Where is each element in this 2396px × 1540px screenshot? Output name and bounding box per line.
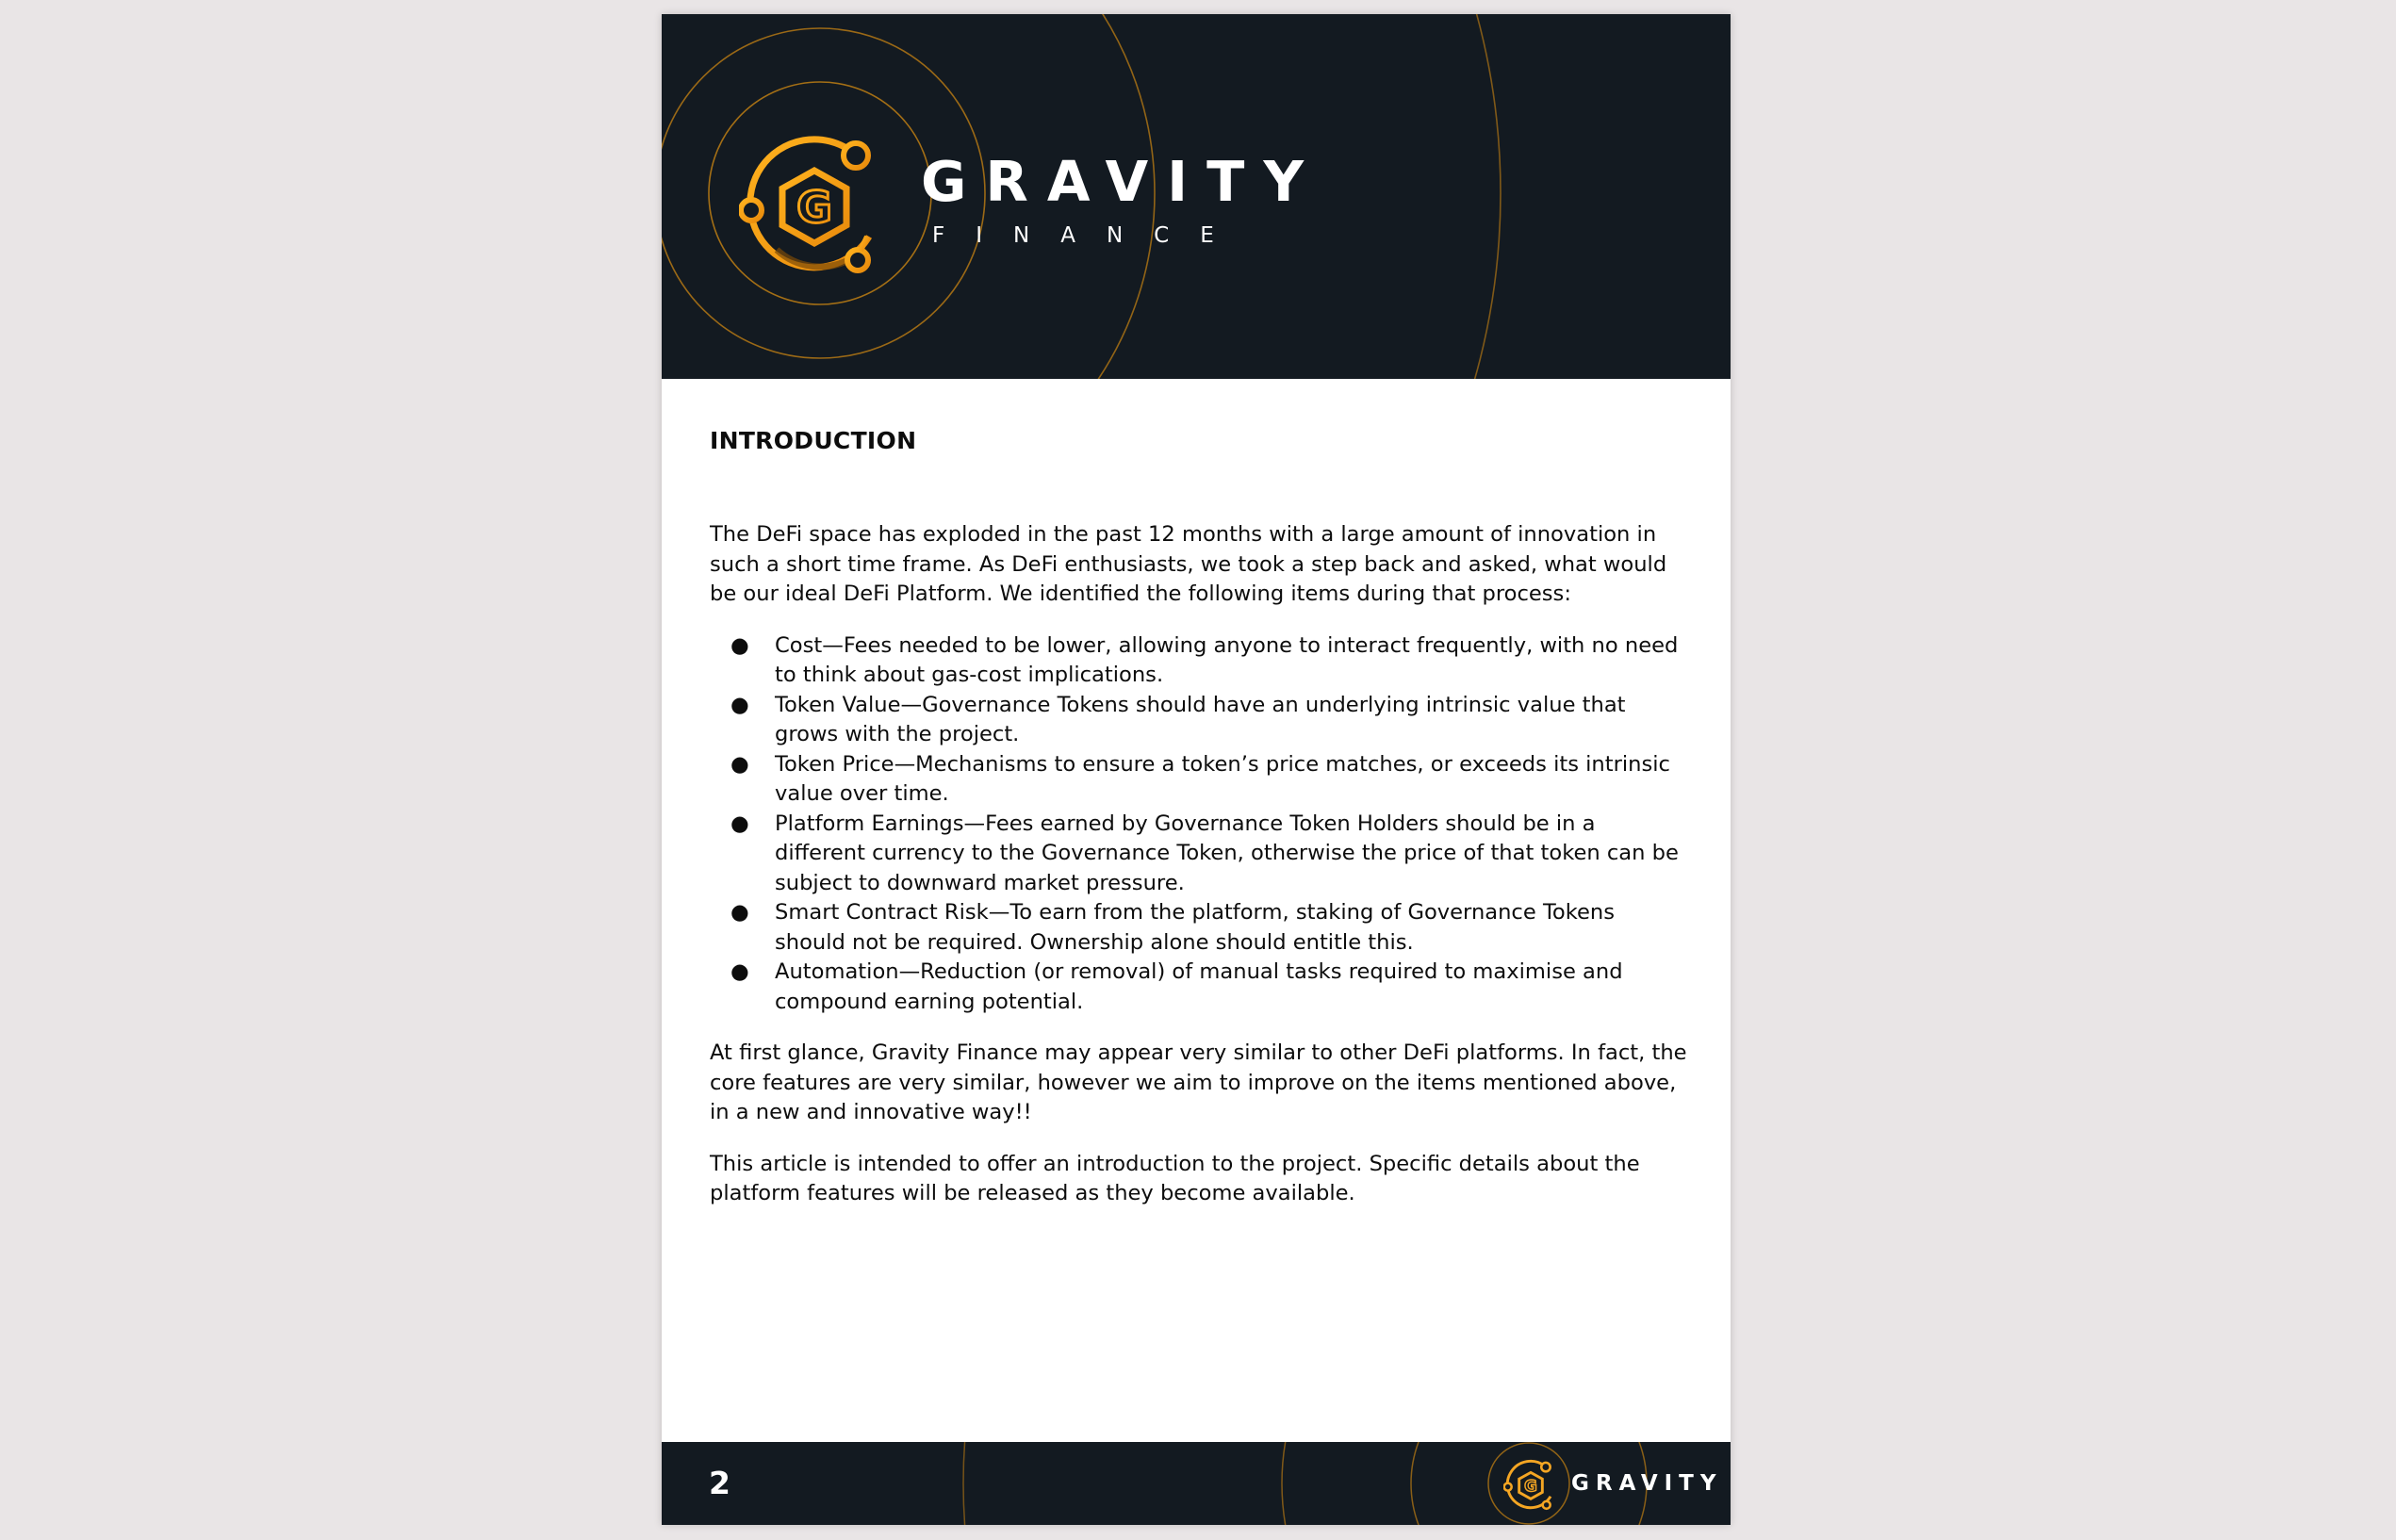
list-item	[710, 898, 1690, 958]
requirements-list	[710, 631, 1690, 1018]
bullet-icon: ●	[730, 959, 749, 984]
document-page	[662, 14, 1731, 1525]
list-item	[710, 958, 1690, 1017]
footer-decorative-rings	[662, 1442, 1731, 1525]
list-item-text: Cost—Fees needed to be lower, allowing anyone to interact frequently, with no need to think about gas-cost implications.	[775, 632, 1679, 687]
brand-subtitle: FINANCE	[932, 223, 1245, 248]
gravity-finance-logo-icon	[739, 125, 890, 276]
list-item-text: Smart Contract Risk—To earn from the platform, staking of Governance Tokens should not be required. Ownership alone should entitle this.	[775, 900, 1615, 955]
footer-brand-name: GRAVITY	[1571, 1471, 1723, 1496]
brand-name: GRAVITY	[921, 149, 1323, 214]
list-item	[710, 691, 1690, 750]
gravity-logo-small-icon	[1503, 1456, 1558, 1511]
svg-text:G: G	[796, 182, 832, 233]
list-item	[710, 810, 1690, 899]
body-paragraph-2: At first glance, Gravity Finance may appear very similar to other DeFi platforms. In fact, the core features are very similar, however we aim to improve on the items mentioned above, in a new and innovative way!!	[710, 1040, 1687, 1124]
section-heading: INTRODUCTION	[710, 427, 917, 454]
list-item-text: Automation—Reduction (or removal) of manual tasks required to maximise and compound earning potential.	[775, 959, 1623, 1014]
list-item-text: Token Price—Mechanisms to ensure a token’s price matches, or exceeds its intrinsic value over time.	[775, 751, 1670, 806]
intro-paragraph: The DeFi space has exploded in the past 12 months with a large amount of innovation in such a short time frame. As DeFi enthusiasts, we took a step back and asked, what would be our ideal DeFi Platform. We identified the following items during that process:	[710, 522, 1667, 606]
list-item-text: Platform Earnings—Fees earned by Governance Token Holders should be in a different currency to the Governance Token, otherwise the price of that token can be subject to downward market pressure.	[775, 811, 1679, 895]
bullet-icon: ●	[730, 751, 749, 777]
bullet-icon: ●	[730, 632, 749, 658]
bullet-icon: ●	[730, 900, 749, 925]
page-header-banner	[662, 14, 1731, 379]
bullet-icon: ●	[730, 811, 749, 836]
list-item	[710, 750, 1690, 810]
list-item-text: Token Value—Governance Tokens should have an underlying intrinsic value that grows with the project.	[775, 692, 1626, 746]
page-footer	[662, 1442, 1731, 1525]
list-item	[710, 631, 1690, 691]
page-content	[710, 424, 1690, 1231]
page-number: 2	[709, 1465, 730, 1501]
bullet-icon: ●	[730, 692, 749, 717]
svg-text:G: G	[1524, 1477, 1537, 1496]
body-paragraph-3: This article is intended to offer an introduction to the project. Specific details about the platform features will be released as they become available.	[710, 1151, 1640, 1205]
